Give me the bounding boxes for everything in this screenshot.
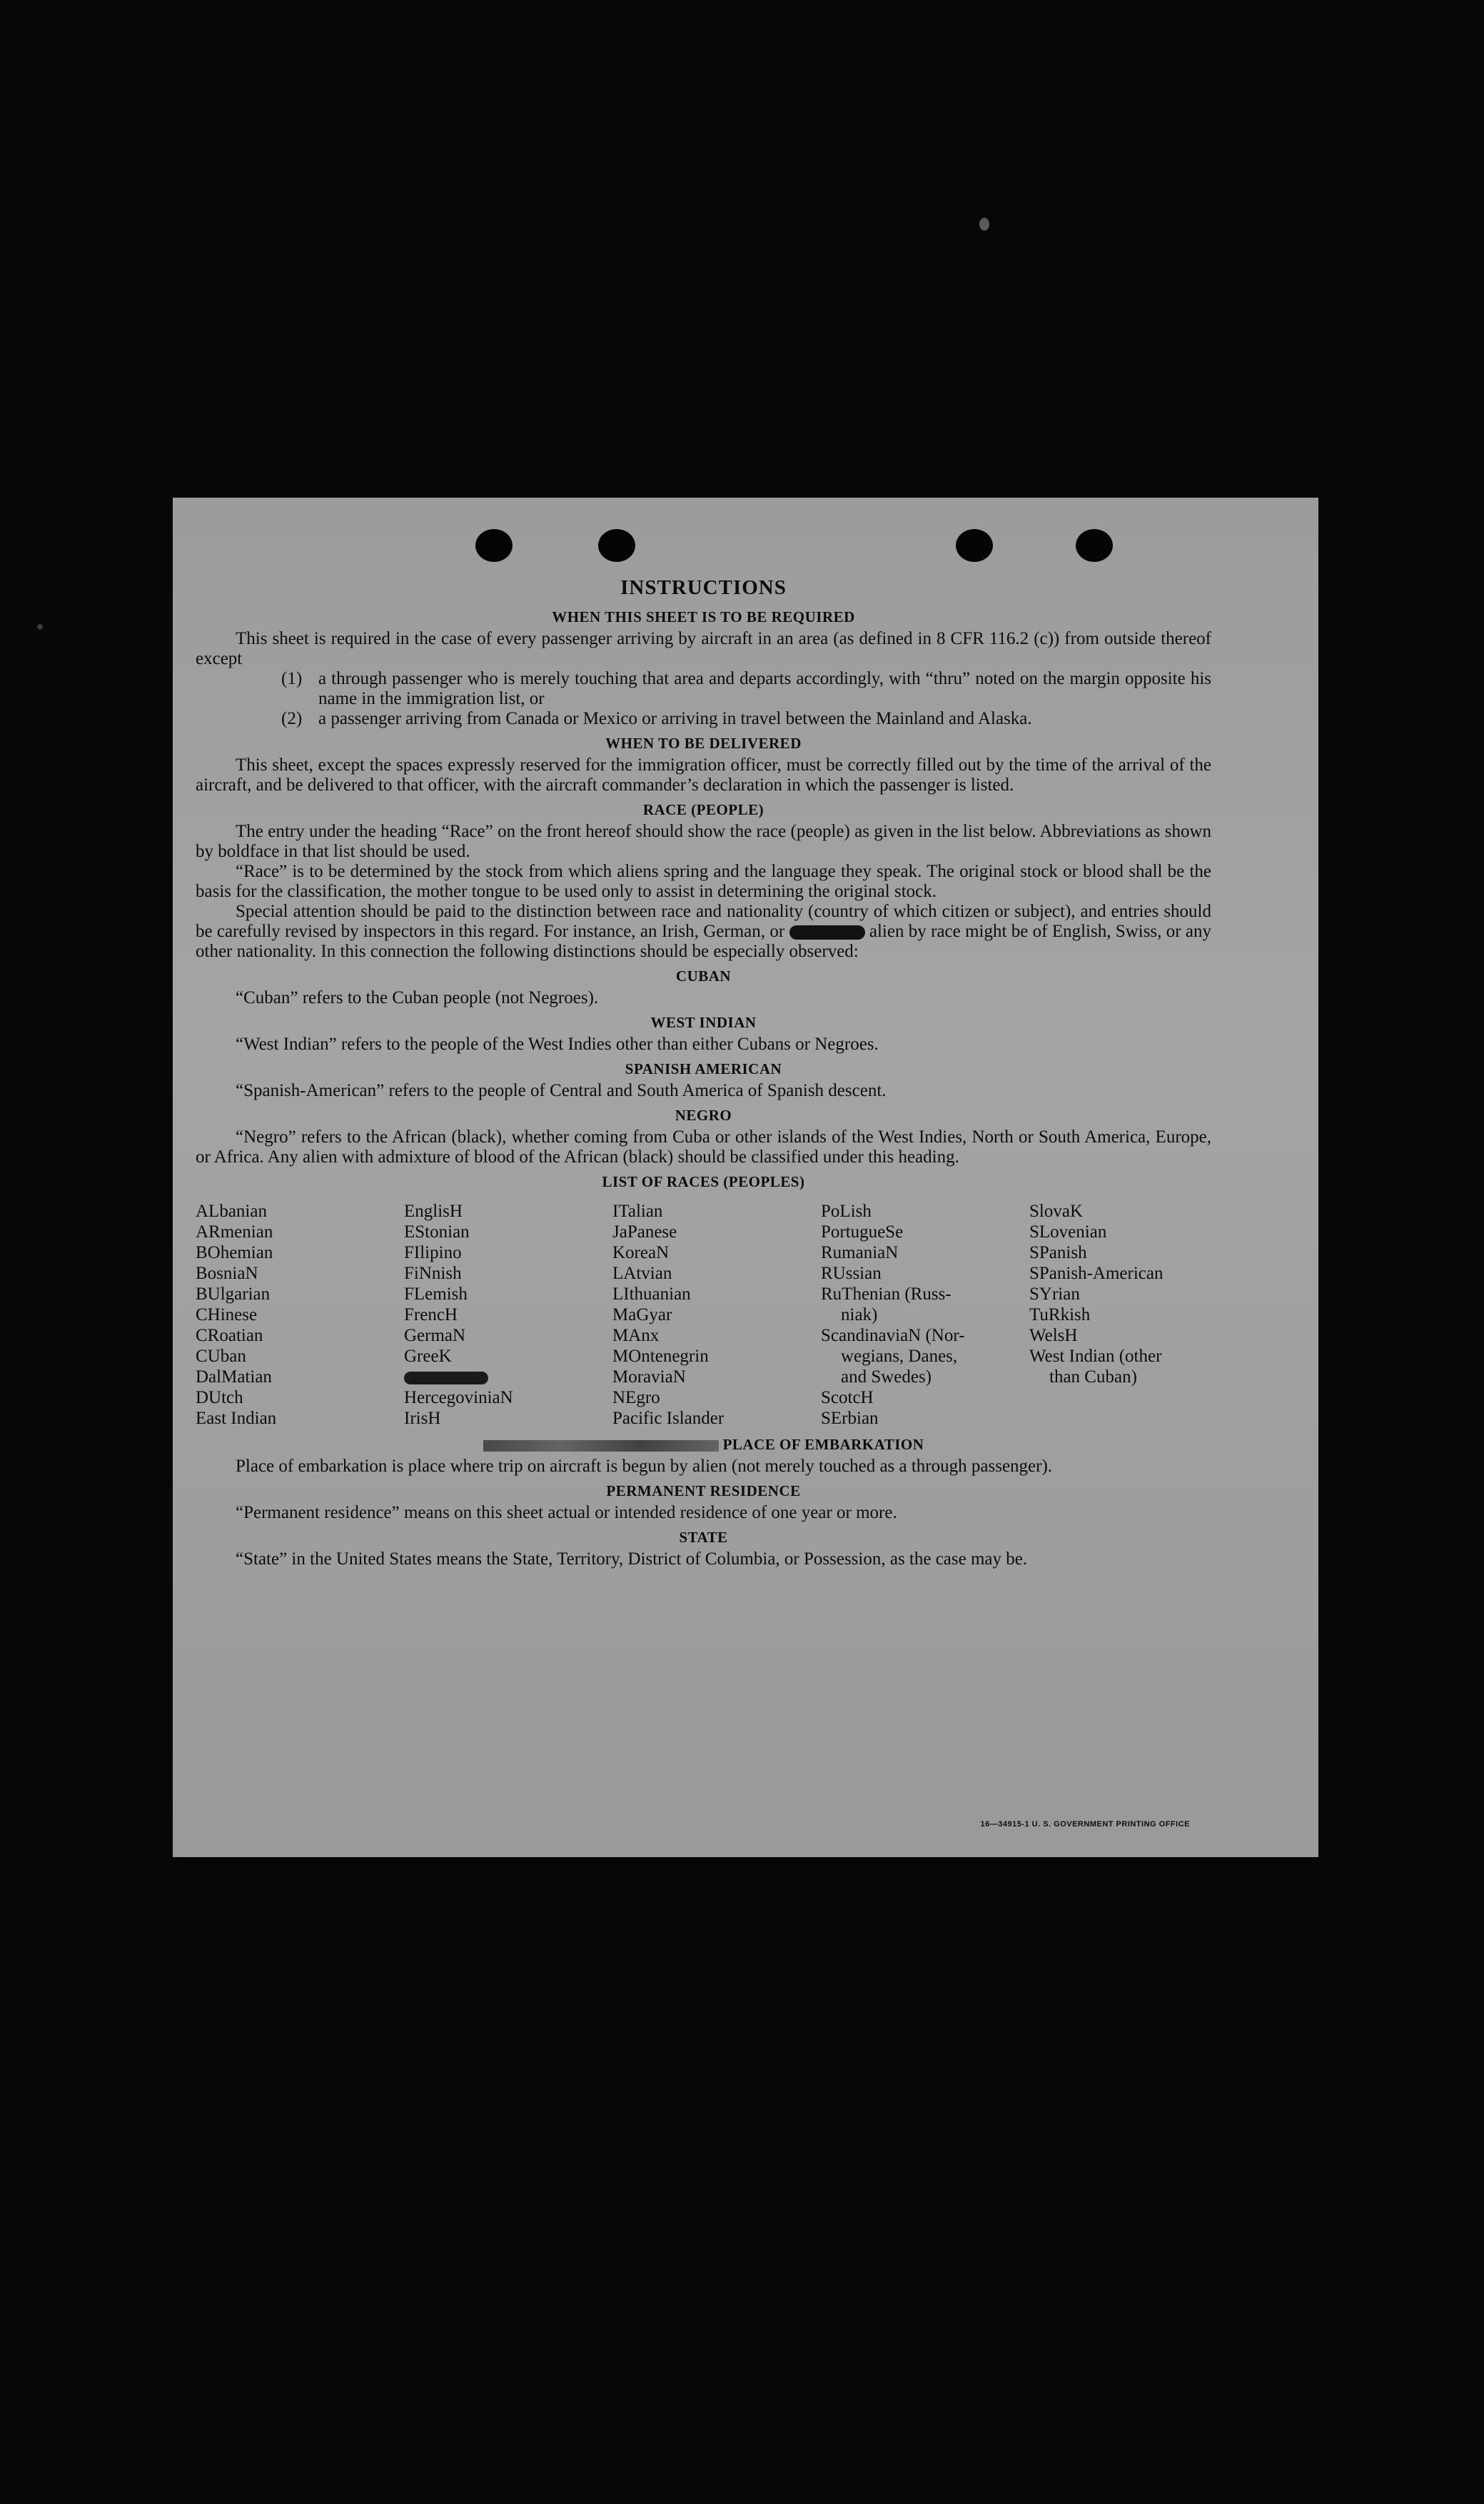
race-entry: BOhemian bbox=[196, 1243, 273, 1262]
races-column bbox=[821, 1201, 1029, 1429]
section-heading-cuban: CUBAN bbox=[675, 967, 732, 985]
race-entry: CHinese bbox=[196, 1305, 258, 1324]
race-entry: BUlgarian bbox=[196, 1284, 271, 1304]
residence-text: “Permanent residence” means on this sheet actual or intended residence of one year or more. bbox=[236, 1503, 897, 1522]
race-entry: WelsH bbox=[1029, 1326, 1078, 1345]
race-entry: PoLish bbox=[821, 1202, 872, 1221]
race-entry: TuRkish bbox=[1029, 1305, 1091, 1324]
race-entry: SPanish bbox=[1029, 1243, 1087, 1262]
race-entry: JaPanese bbox=[612, 1222, 677, 1242]
race-entry: GermaN bbox=[404, 1326, 466, 1345]
race-entry-redacted bbox=[404, 1367, 612, 1387]
item-text: a through passenger who is merely touching that area and departs accordingly, with “thru” noted on the margin opposite his name in the immigration list, or bbox=[318, 669, 1211, 708]
race-paragraph-3a: Special attention should be paid to the distinction between race and nationality (country of which citizen or subject), and entries should be carefully revised by inspectors in this regard. For instance, an Irish, German, or bbox=[196, 902, 1211, 941]
race-entry: KoreaN bbox=[612, 1243, 670, 1262]
item-number: (2) bbox=[281, 709, 303, 728]
section-heading-race: RACE (PEOPLE) bbox=[642, 801, 764, 818]
exception-item-2 bbox=[196, 709, 1211, 729]
race-entry: FiNnish bbox=[404, 1264, 462, 1283]
section-heading-negro: NEGRO bbox=[675, 1107, 732, 1124]
races-column bbox=[404, 1201, 612, 1429]
exception-item-1 bbox=[196, 669, 1211, 709]
race-entry: than Cuban) bbox=[1049, 1367, 1137, 1387]
race-entry: HercegoviniaN bbox=[404, 1388, 513, 1407]
race-entry: LIthuanian bbox=[612, 1284, 691, 1304]
race-entry: BosniaN bbox=[196, 1264, 258, 1283]
race-entry: Pacific Islander bbox=[612, 1409, 725, 1428]
race-entry: NEgro bbox=[612, 1388, 660, 1407]
state-text: “State” in the United States means the State, Territory, District of Columbia, or Possession, as the case may be. bbox=[236, 1549, 1028, 1569]
race-entry: and Swedes) bbox=[841, 1367, 932, 1387]
section-heading-embarkation bbox=[196, 1436, 1211, 1454]
negro-text: “Negro” refers to the African (black), whether coming from Cuba or other islands of the West Indies, North or South America, Europe, or Africa. Any alien with admixture of blood of the African (black) should be classified under this heading. bbox=[196, 1127, 1211, 1167]
redaction-mark bbox=[404, 1372, 488, 1384]
punch-hole bbox=[598, 529, 635, 562]
section-heading-when-delivered: WHEN TO BE DELIVERED bbox=[605, 735, 802, 752]
page-title: INSTRUCTIONS bbox=[620, 576, 787, 599]
race-entry: RUssian bbox=[821, 1264, 882, 1283]
section-heading-when-required: WHEN THIS SHEET IS TO BE REQUIRED bbox=[552, 608, 855, 625]
embarkation-heading-text: PLACE OF EMBARKATION bbox=[722, 1436, 924, 1453]
race-entry: LAtvian bbox=[612, 1264, 672, 1283]
embarkation-text: Place of embarkation is place where trip on aircraft is begun by alien (not merely touched as a through passenger). bbox=[236, 1457, 1053, 1476]
ink-smudge bbox=[483, 1440, 719, 1452]
punch-hole bbox=[475, 529, 513, 562]
race-entry: ScandinaviaN (Nor- bbox=[821, 1326, 965, 1345]
race-paragraph-3b: alien by race might be of English, Swiss, or any other nationality. In this connection the following distinctions should be especially observed: bbox=[196, 922, 1212, 961]
when-delivered-text: This sheet, except the spaces expressly reserved for the immigration officer, must be correctly filled out by the time of the arrival of the aircraft, and be delivered to that officer, with the aircraft commander’s declaration in which the passenger is listed. bbox=[196, 755, 1211, 795]
race-entry: wegians, Danes, bbox=[841, 1347, 958, 1366]
races-column bbox=[612, 1201, 821, 1429]
race-entry: SYrian bbox=[1029, 1284, 1080, 1304]
race-entry: East Indian bbox=[196, 1409, 277, 1428]
race-entry: GreeK bbox=[404, 1347, 452, 1366]
race-paragraph-2: “Race” is to be determined by the stock from which aliens spring and the language they speak. The original stock or blood shall be the basis for the classification, the mother tongue to be used only to assist in determining the original stock. bbox=[196, 862, 1211, 901]
race-paragraph-3 bbox=[196, 902, 1211, 962]
race-entry: PortugueSe bbox=[821, 1222, 904, 1242]
race-entry: ITalian bbox=[612, 1202, 663, 1221]
race-entry: MaGyar bbox=[612, 1305, 672, 1324]
section-heading-residence: PERMANENT RESIDENCE bbox=[606, 1482, 801, 1499]
race-entry: SPanish-American bbox=[1029, 1264, 1164, 1283]
race-paragraph-1: The entry under the heading “Race” on the front hereof should show the race (people) as given in the list below. Abbreviations as shown by boldface in that list should be used. bbox=[196, 822, 1211, 861]
race-entry: CRoatian bbox=[196, 1326, 263, 1345]
races-column bbox=[196, 1201, 404, 1429]
item-number: (1) bbox=[281, 669, 303, 688]
scan-speck bbox=[979, 218, 989, 231]
list-of-races-heading: LIST OF RACES (PEOPLES) bbox=[602, 1173, 805, 1190]
section-heading-spanish-american: SPANISH AMERICAN bbox=[625, 1060, 782, 1077]
race-entry: ScotcH bbox=[821, 1388, 874, 1407]
race-entry: IrisH bbox=[404, 1409, 441, 1428]
punch-hole bbox=[1076, 529, 1113, 562]
race-entry: EnglisH bbox=[404, 1202, 463, 1221]
race-entry: SErbian bbox=[821, 1409, 879, 1428]
item-text: a passenger arriving from Canada or Mexico or arriving in travel between the Mainland and Alaska. bbox=[318, 709, 1032, 728]
race-entry: FIlipino bbox=[404, 1243, 462, 1262]
race-entry: ALbanian bbox=[196, 1202, 267, 1221]
scan-speck bbox=[37, 624, 43, 630]
instructions-content bbox=[196, 576, 1211, 1569]
races-list bbox=[196, 1201, 1211, 1429]
race-entry: SlovaK bbox=[1029, 1202, 1083, 1221]
race-entry: niak) bbox=[841, 1305, 878, 1324]
race-entry: EStonian bbox=[404, 1222, 470, 1242]
race-entry: FLemish bbox=[404, 1284, 468, 1304]
printer-footer: 16—34915-1 U. S. GOVERNMENT PRINTING OFFICE bbox=[980, 1820, 1190, 1829]
race-entry: RuThenian (Russ- bbox=[821, 1284, 952, 1304]
when-required-text: This sheet is required in the case of every passenger arriving by aircraft in an area (as defined in 8 CFR 116.2 (c)) from outside thereof except bbox=[196, 629, 1211, 668]
race-entry: CUban bbox=[196, 1347, 246, 1366]
races-column bbox=[1029, 1201, 1215, 1429]
section-heading-state: STATE bbox=[679, 1529, 728, 1546]
race-entry: FrencH bbox=[404, 1305, 458, 1324]
race-entry: West Indian (other bbox=[1029, 1347, 1162, 1366]
race-entry: RumaniaN bbox=[821, 1243, 899, 1262]
section-heading-west-indian: WEST INDIAN bbox=[650, 1014, 757, 1031]
race-entry: MAnx bbox=[612, 1326, 660, 1345]
race-entry: ARmenian bbox=[196, 1222, 273, 1242]
spanish-american-text: “Spanish-American” refers to the people of Central and South America of Spanish descent. bbox=[236, 1081, 887, 1100]
race-entry: DalMatian bbox=[196, 1367, 272, 1387]
cuban-text: “Cuban” refers to the Cuban people (not Negroes). bbox=[236, 988, 599, 1007]
race-entry: MOntenegrin bbox=[612, 1347, 709, 1366]
race-entry: DUtch bbox=[196, 1388, 243, 1407]
punch-hole bbox=[956, 529, 993, 562]
redaction-mark bbox=[789, 925, 865, 940]
west-indian-text: “West Indian” refers to the people of the West Indies other than either Cubans or Negroes. bbox=[236, 1035, 879, 1054]
race-entry: MoraviaN bbox=[612, 1367, 686, 1387]
instruction-sheet bbox=[173, 498, 1318, 1857]
race-entry: SLovenian bbox=[1029, 1222, 1107, 1242]
